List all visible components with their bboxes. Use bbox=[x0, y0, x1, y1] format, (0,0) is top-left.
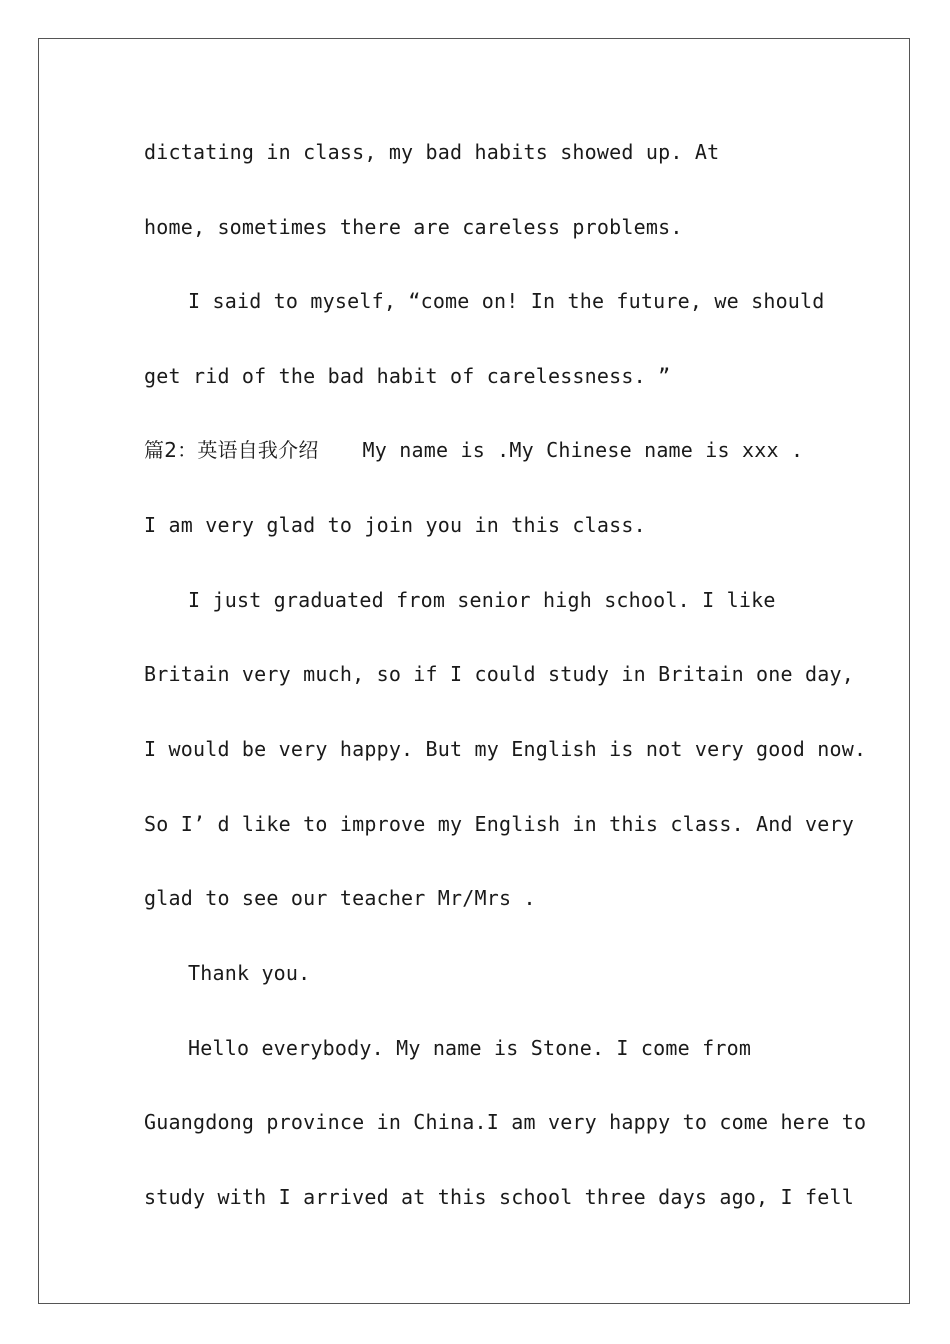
section-heading: 篇2：英语自我介绍 bbox=[144, 438, 319, 462]
paragraph-line: dictating in class, my bad habits showed up. At bbox=[144, 140, 720, 164]
paragraph-line: I said to myself, “come on! In the future, we should bbox=[188, 289, 825, 313]
paragraph-line: home, sometimes there are careless problems. bbox=[144, 215, 683, 239]
section-heading-line bbox=[144, 438, 803, 462]
paragraph-line: Thank you. bbox=[188, 961, 311, 985]
paragraph-line: I would be very happy. But my English is not very good now. bbox=[144, 737, 867, 761]
paragraph-line: Guangdong province in China.I am very happy to come here to bbox=[144, 1110, 867, 1134]
paragraph-line: glad to see our teacher Mr/Mrs . bbox=[144, 886, 536, 910]
paragraph-line: Hello everybody. My name is Stone. I come from bbox=[188, 1036, 752, 1060]
paragraph-line: I just graduated from senior high school. I like bbox=[188, 588, 776, 612]
paragraph-line: Britain very much, so if I could study in Britain one day, bbox=[144, 662, 854, 686]
heading-inline-text: My name is .My Chinese name is xxx . bbox=[362, 438, 804, 462]
paragraph-line: I am very glad to join you in this class. bbox=[144, 513, 646, 537]
paragraph-line: get rid of the bad habit of carelessness. ” bbox=[144, 364, 671, 388]
paragraph-line: So I’ d like to improve my English in this class. And very bbox=[144, 812, 854, 836]
paragraph-line: study with I arrived at this school three days ago, I fell bbox=[144, 1185, 854, 1209]
